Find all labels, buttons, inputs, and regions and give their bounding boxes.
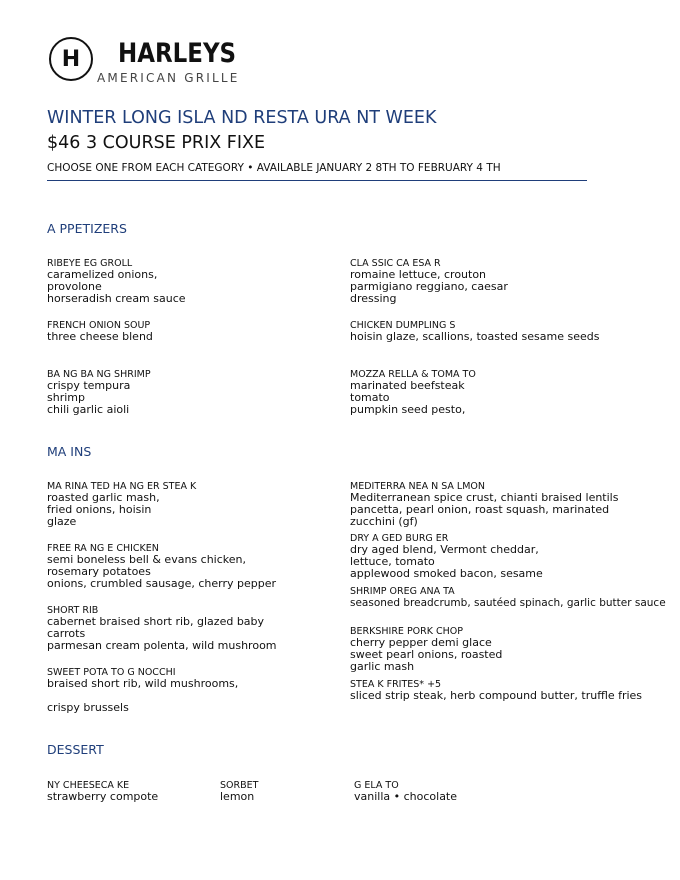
item-name: MOZZA RELLA & TOMA TO [350,369,476,380]
item-desc: marinated beefsteak [350,379,465,392]
item-name: BA NG BA NG SHRIMP [47,369,151,380]
item-name: MEDITERRA NEA N SA LMON [350,481,486,492]
item-desc: parmesan cream polenta, wild mushroom [47,639,277,652]
menu-item [220,780,258,803]
item-name: SHRIMP OREG ANA TA [350,586,455,597]
item-name: RIBEYE EG GROLL [47,258,133,269]
item-desc: sweet pearl onions, roasted [350,648,503,661]
section-heading-mains: MA INS [47,444,92,459]
menu-item [350,533,543,580]
item-desc: semi boneless bell & evans chicken, [47,553,246,566]
item-desc: roasted garlic mash, [47,491,160,504]
menu-item [47,320,153,343]
item-name: NY CHEESECA KE [47,780,130,791]
item-desc: chili garlic aioli [47,403,130,416]
menu-item [350,626,502,673]
item-desc: garlic mash [350,660,415,673]
item-name: DRY A GED BURG ER [350,533,449,544]
item-name: BERKSHIRE PORK CHOP [350,626,463,637]
item-desc: sliced strip steak, herb compound butter, truffle fries [350,689,643,702]
item-desc: applewood smoked bacon, sesame [350,567,543,580]
item-desc: shrimp [47,391,85,404]
item-name: FRENCH ONION SOUP [47,320,151,331]
item-desc: three cheese blend [47,330,153,343]
menu-item [47,543,276,590]
section-heading-dessert: DESSERT [47,742,104,757]
menu-title: WINTER LONG ISLA ND RESTA URA NT WEEK [47,108,437,128]
menu-subtitle: $46 3 COURSE PRIX FIXE [47,133,266,153]
item-desc: vanilla • chocolate [354,790,458,803]
item-desc: romaine lettuce, crouton [350,268,487,281]
section-heading-appetizers: A PPETIZERS [47,221,127,236]
item-desc: glaze [47,515,77,528]
header-divider [47,180,587,181]
item-name: STEA K FRITES* +5 [350,679,442,690]
menu-item [47,258,186,305]
item-desc: caramelized onions, [47,268,158,281]
item-name: CLA SSIC CA ESA R [350,258,441,269]
menu-item [354,780,457,803]
item-desc: parmigiano reggiano, caesar [350,280,508,293]
item-desc: dry aged blend, Vermont cheddar, [350,543,539,556]
menu-item [350,481,618,528]
item-desc: Mediterranean spice crust, chianti braised lentils [350,491,619,504]
item-desc: hoisin glaze, scallions, toasted sesame seeds [350,330,600,343]
item-desc: lettuce, tomato [350,555,435,568]
menu-item [47,481,196,528]
item-name: SHORT RIB [47,605,99,616]
item-desc: horseradish cream sauce [47,292,186,305]
menu-item [350,679,642,702]
item-desc: braised short rib, wild mushrooms, [47,677,239,690]
item-desc: zucchini (gf) [350,515,418,528]
brand-subtitle: AMERICAN GRILLE [97,71,240,85]
menu-item [47,605,277,652]
item-desc: cabernet braised short rib, glazed baby [47,615,265,628]
item-name: FREE RA NG E CHICKEN [47,543,159,554]
item-desc: pumpkin seed pesto, [350,403,466,416]
menu-item [350,369,476,416]
item-name: SORBET [220,780,259,791]
menu-tagline: CHOOSE ONE FROM EACH CATEGORY • AVAILABLE JANUARY 2 8TH TO FEBRUARY 4 TH [47,162,501,174]
menu-item [47,780,158,803]
item-desc: cherry pepper demi glace [350,636,492,649]
item-desc: crispy tempura [47,379,131,392]
item-desc: provolone [47,280,102,293]
menu-item [350,586,666,609]
item-name: G ELA TO [354,780,399,791]
item-desc: crispy brussels [47,701,129,714]
brand-name: HARLEYS [118,38,237,69]
item-desc: lemon [220,790,255,803]
item-name: SWEET POTA TO G NOCCHI [47,667,176,678]
menu-item [47,667,238,714]
item-desc: seasoned breadcrumb, sautéed spinach, garlic butter sauce [350,597,666,609]
item-name: CHICKEN DUMPLING S [350,320,456,331]
menu-item [47,369,151,416]
item-desc: rosemary potatoes [47,565,151,578]
logo-mark: H [49,37,93,81]
menu-item [350,320,599,343]
item-desc: strawberry compote [47,790,159,803]
item-desc: carrots [47,627,86,640]
item-desc: onions, crumbled sausage, cherry pepper [47,577,277,590]
item-desc: pancetta, pearl onion, roast squash, marinated [350,503,610,516]
item-desc: fried onions, hoisin [47,503,152,516]
item-name: MA RINA TED HA NG ER STEA K [47,481,197,492]
item-desc: tomato [350,391,390,404]
menu-item [350,258,508,305]
item-desc: dressing [350,292,397,305]
